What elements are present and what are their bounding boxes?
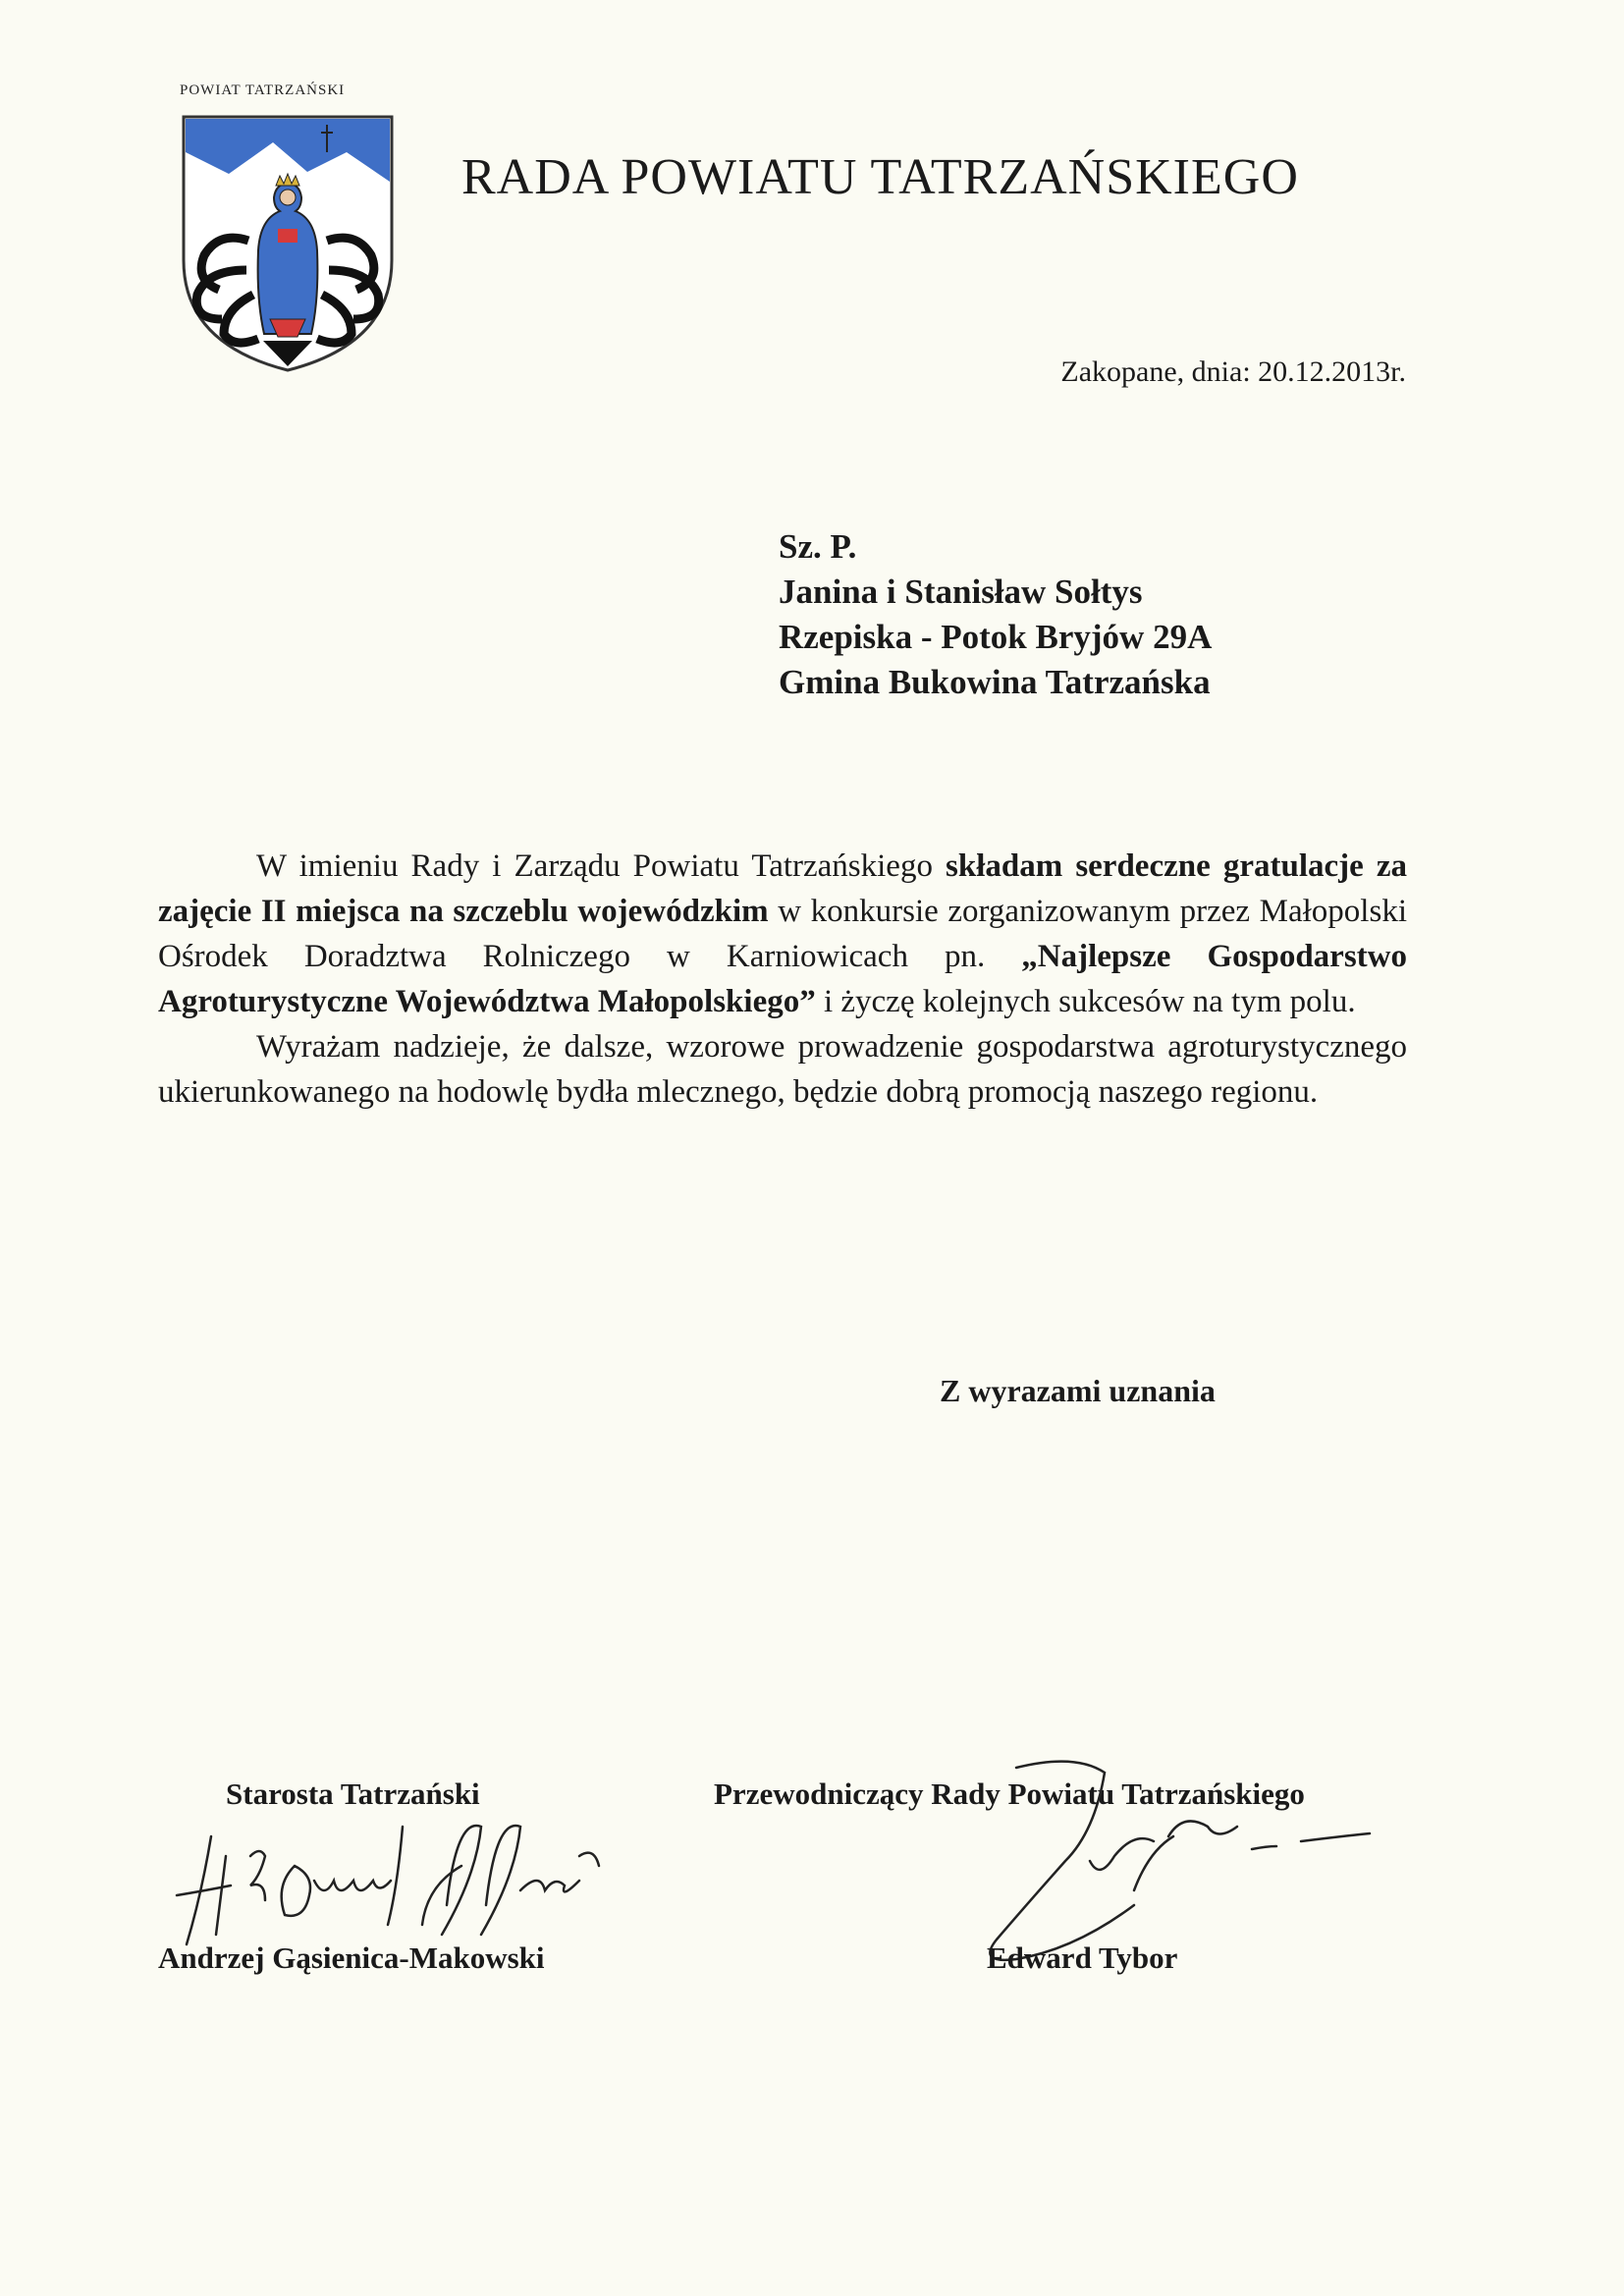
contest-name: „Najlepsze Gospodarstwo Agroturystyczne Województwa Małopolskiego” [158,939,1407,1019]
council-title: RADA POWIATU TATRZAŃSKIEGO [461,148,1299,205]
right-signature-icon [913,1743,1414,1969]
body-paragraph-1 [158,844,1407,1024]
date-line: Zakopane, dnia: 20.12.2013r. [1060,355,1406,388]
left-signature-icon [157,1797,668,1964]
body-text-span: W imieniu Rady i Zarządu Powiatu Tatrzańskiego [256,848,947,884]
recipient-address-line1: Rzepiska - Potok Bryjów 29A [779,618,1213,656]
body-text-span: i życzę kolejnych sukcesów na tym polu. [815,984,1356,1019]
left-signatory-role: Starosta Tatrzański [226,1777,480,1811]
closing-phrase: Z wyrazami uznania [940,1373,1216,1408]
recipient-block [779,524,1212,705]
crest-caption: POWIAT TATRZAŃSKI [180,82,346,98]
body-text-span: w konkursie zorganizowanym przez Małopolski Ośrodek Doradztwa Rolniczego w Karniowicach pn. [158,894,1407,974]
recipient-address-line2: Gmina Bukowina Tatrzańska [779,663,1211,701]
right-signatory-role: Przewodniczący Rady Powiatu Tatrzańskiego [714,1777,1305,1811]
body-bold-span: składam serdeczne gratulacje za zajęcie II miejsca na szczeblu wojewódzkim [158,848,1407,929]
right-signatory-name: Edward Tybor [987,1941,1178,1975]
recipient-salutation: Sz. P. [779,527,857,566]
left-signatory-name: Andrzej Gąsienica-Makowski [158,1941,545,1975]
recipient-names: Janina i Stanisław Sołtys [779,573,1143,611]
body-paragraph-2: Wyrażam nadzieje, że dalsze, wzorowe prowadzenie gospodarstwa agroturystycznego ukierunkowanego na hodowlę bydła mlecznego, będzie dobrą promocją naszego regionu. [158,1029,1407,1110]
letter-body [158,844,1407,1115]
coat-of-arms-icon [180,113,396,373]
